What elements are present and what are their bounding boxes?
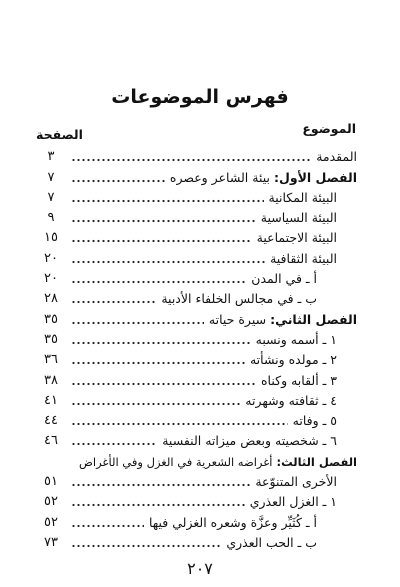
toc-entry — [36, 289, 357, 309]
page-number: ١٥ — [44, 230, 58, 246]
entry-title — [79, 452, 357, 472]
dot-leader — [71, 382, 256, 386]
dot-leader — [71, 361, 245, 365]
entry-text: البيئة الاجتماعية — [256, 230, 337, 246]
page-number: ٧ — [47, 169, 55, 185]
page-title: فهرس الموضوعات — [111, 86, 289, 108]
dot-leader — [71, 503, 245, 507]
page-number: ٥١ — [44, 474, 58, 490]
toc-entry — [36, 391, 357, 411]
entry-title — [162, 431, 337, 451]
toc-entry — [36, 350, 357, 370]
entry-text: أغراضه الشعرية في الغزل وفي الأغراض — [78, 454, 273, 469]
entry-text: ٤ ـ ثقافته وشهرته — [245, 392, 337, 408]
chapter-label: الفصل الثالث: — [276, 454, 357, 469]
page-number: ٣٥ — [44, 331, 58, 347]
dot-leader — [71, 239, 252, 243]
page-number: ٣٦ — [44, 352, 58, 368]
entry-text: ٣ ـ ألقابه وكناه — [260, 372, 337, 388]
toc-entry — [36, 512, 357, 532]
entry-text: ٢ ـ مولده ونشأته — [249, 352, 337, 368]
toc-entry — [36, 248, 357, 268]
toc-entry — [36, 533, 357, 553]
entry-text: بيئة الشاعر وعصره — [169, 169, 270, 185]
page-number: ٥٢ — [44, 494, 58, 510]
entry-title — [269, 188, 337, 208]
chapter-label: الفصل الثاني: — [270, 311, 357, 327]
dot-leader — [71, 199, 264, 203]
entry-title — [255, 472, 337, 492]
toc-entry — [36, 370, 357, 390]
toc-entry — [36, 451, 357, 471]
page-number: ٢٠ — [44, 250, 58, 266]
page-number: ٢٠ — [44, 271, 58, 287]
toc-list — [36, 147, 357, 553]
entry-title — [170, 168, 357, 188]
toc-entry — [36, 472, 357, 492]
entry-text: ١ ـ أسمه ونسبه — [255, 331, 337, 347]
page-number: ٢٨ — [44, 291, 58, 307]
page-number: ٣ — [47, 149, 55, 165]
entry-title — [149, 513, 317, 533]
page-number: ٧ — [47, 189, 55, 205]
toc-entry — [36, 269, 357, 289]
toc-entry — [36, 431, 357, 451]
entry-text: ٥ ـ وفاته — [292, 413, 337, 429]
page-number: ٣٨ — [44, 372, 58, 388]
entry-text: ب ـ في مجالس الخلفاء الأدبية — [161, 291, 317, 307]
toc-entry — [36, 309, 357, 329]
toc-entry — [36, 411, 357, 431]
entry-title — [261, 208, 337, 228]
entry-text: ٦ ـ شخصيته وبعض ميزاته النفسية — [162, 433, 337, 449]
toc-entry — [36, 228, 357, 248]
entry-title — [250, 350, 337, 370]
dot-leader — [71, 260, 265, 264]
page-number: ٧٣ — [44, 534, 58, 550]
chapter-label: الفصل الأول: — [273, 169, 357, 185]
entry-text: أ ـ في المدن — [251, 271, 317, 287]
entry-title — [257, 228, 337, 248]
page-number: ٩ — [47, 210, 55, 226]
entry-title — [161, 289, 317, 309]
dot-leader — [71, 341, 251, 345]
entry-title — [226, 533, 317, 553]
dot-leader — [71, 158, 311, 162]
dot-leader — [71, 280, 246, 284]
toc-entry — [36, 188, 357, 208]
dot-leader — [71, 422, 288, 426]
entry-text: البيئة المكانية — [268, 189, 337, 205]
dot-leader — [71, 300, 156, 304]
dot-leader — [71, 321, 204, 325]
dot-leader — [71, 442, 157, 446]
entry-text: ب ـ الحب العذري — [226, 534, 317, 550]
toc-entry — [36, 147, 357, 167]
dot-leader — [71, 179, 165, 183]
entry-title — [250, 492, 337, 512]
topic-column-header: الموضوع — [302, 121, 356, 136]
entry-title — [245, 391, 337, 411]
entry-title — [261, 371, 337, 391]
entry-text: البيئة السياسية — [260, 210, 337, 226]
dot-leader — [71, 544, 221, 548]
page-column-header: الصفحة — [36, 127, 83, 142]
toc-entry — [36, 208, 357, 228]
entry-title — [251, 269, 317, 289]
toc-entry — [36, 492, 357, 512]
footer-page-number: ٢٠٧ — [187, 559, 213, 578]
entry-text: ١ ـ الغزل العذري — [249, 494, 337, 510]
toc-entry — [36, 330, 357, 350]
entry-text: سيرة حياته — [208, 311, 267, 327]
entry-title — [256, 330, 337, 350]
dot-leader — [71, 483, 250, 487]
entry-title — [316, 147, 357, 167]
entry-text: أ ـ كُثَيِّر وعزَّة وشعره الغزلي فيها — [148, 514, 317, 530]
page-number: ٣٥ — [44, 311, 58, 327]
page-number: ٤٤ — [44, 413, 58, 429]
entry-text: البيئة الثقافية — [270, 250, 337, 266]
entry-title — [209, 310, 357, 330]
page-number: ٥٢ — [44, 514, 58, 530]
entry-title — [270, 249, 337, 269]
page-number: ٤١ — [44, 392, 58, 408]
page-number: ٤٦ — [44, 433, 58, 449]
entry-text: المقدمة — [316, 149, 357, 165]
toc-entry — [36, 167, 357, 187]
entry-title — [293, 411, 337, 431]
dot-leader — [71, 524, 144, 528]
dot-leader — [71, 219, 256, 223]
dot-leader — [71, 402, 240, 406]
entry-text: الأخرى المتنوّعة — [255, 474, 337, 490]
